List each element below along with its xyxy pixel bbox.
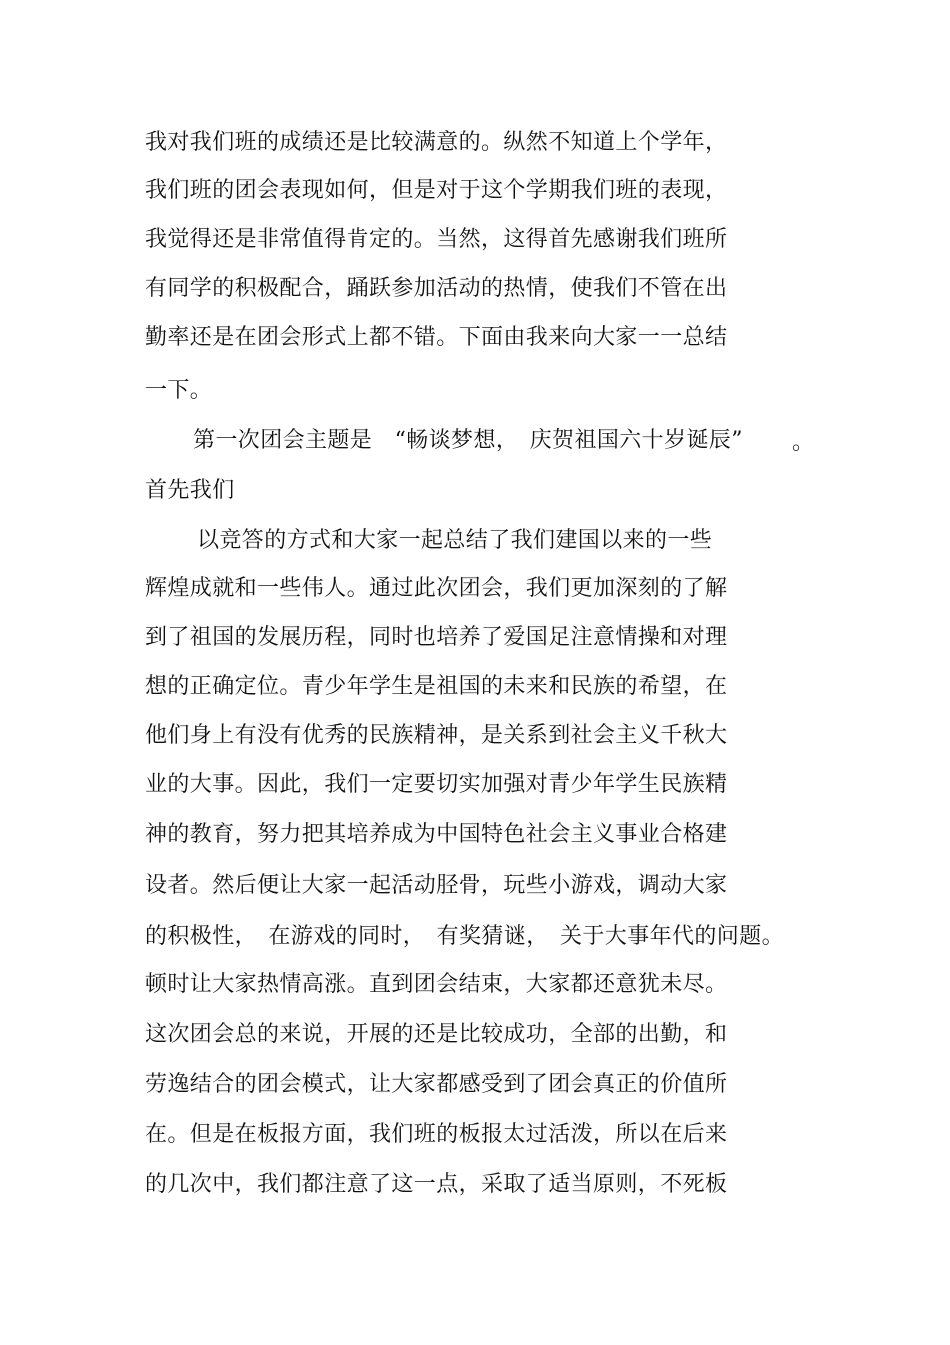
text-line: 顿时让大家热情高涨。直到团会结束，大家都还意犹未尽。	[145, 972, 728, 997]
text-line: 首先我们	[145, 478, 235, 503]
text-line: 以竞答的方式和大家一起总结了我们建国以来的一些	[197, 528, 713, 553]
text-line: 有同学的积极配合，踊跃参加活动的热情，使我们不管在出	[145, 276, 728, 301]
text-line: 的积极性， 在游戏的同时， 有奖猜谜， 关于大事年代的问题。	[145, 924, 785, 949]
text-line: 到了祖国的发展历程，同时也培养了爱国足注意情操和对理	[145, 625, 728, 650]
text-line: 这次团会总的来说，开展的还是比较成功，全部的出勤，和	[145, 1022, 728, 1047]
text-line-tail: 。	[792, 430, 815, 455]
text-line: 我觉得还是非常值得肯定的。当然，这得首先感谢我们班所	[145, 227, 728, 252]
text-line: 的几次中，我们都注意了这一点，采取了适当原则，不死板	[145, 1172, 728, 1197]
text-line: 我们班的团会表现如何，但是对于这个学期我们班的表现，	[145, 178, 728, 203]
text-line: 他们身上有没有优秀的民族精神，是关系到社会主义千秋大	[145, 723, 728, 748]
text-line: 劳逸结合的团会模式，让大家都感受到了团会真正的价值所	[145, 1072, 728, 1097]
text-line: 在。但是在板报方面，我们班的板报太过活泼，所以在后来	[145, 1122, 728, 1147]
text-line: 神的教育，努力把其培养成为中国特色社会主义事业合格建	[145, 822, 728, 847]
text-line: 第一次团会主题是 “畅谈梦想， 庆贺祖国六十岁诞辰”	[193, 428, 743, 453]
text-line: 辉煌成就和一些伟人。通过此次团会，我们更加深刻的了解	[145, 576, 728, 601]
text-line: 勤率还是在团会形式上都不错。下面由我来向大家一一总结	[145, 325, 728, 350]
text-line: 我对我们班的成绩还是比较满意的。纵然不知道上个学年，	[145, 130, 728, 155]
text-line: 想的正确定位。青少年学生是祖国的未来和民族的希望，在	[145, 674, 728, 699]
text-line: 一下。	[145, 378, 213, 403]
text-line: 设者。然后便让大家一起活动胫骨，玩些小游戏，调动大家	[145, 873, 728, 898]
text-line: 业的大事。因此，我们一定要切实加强对青少年学生民族精	[145, 772, 728, 797]
